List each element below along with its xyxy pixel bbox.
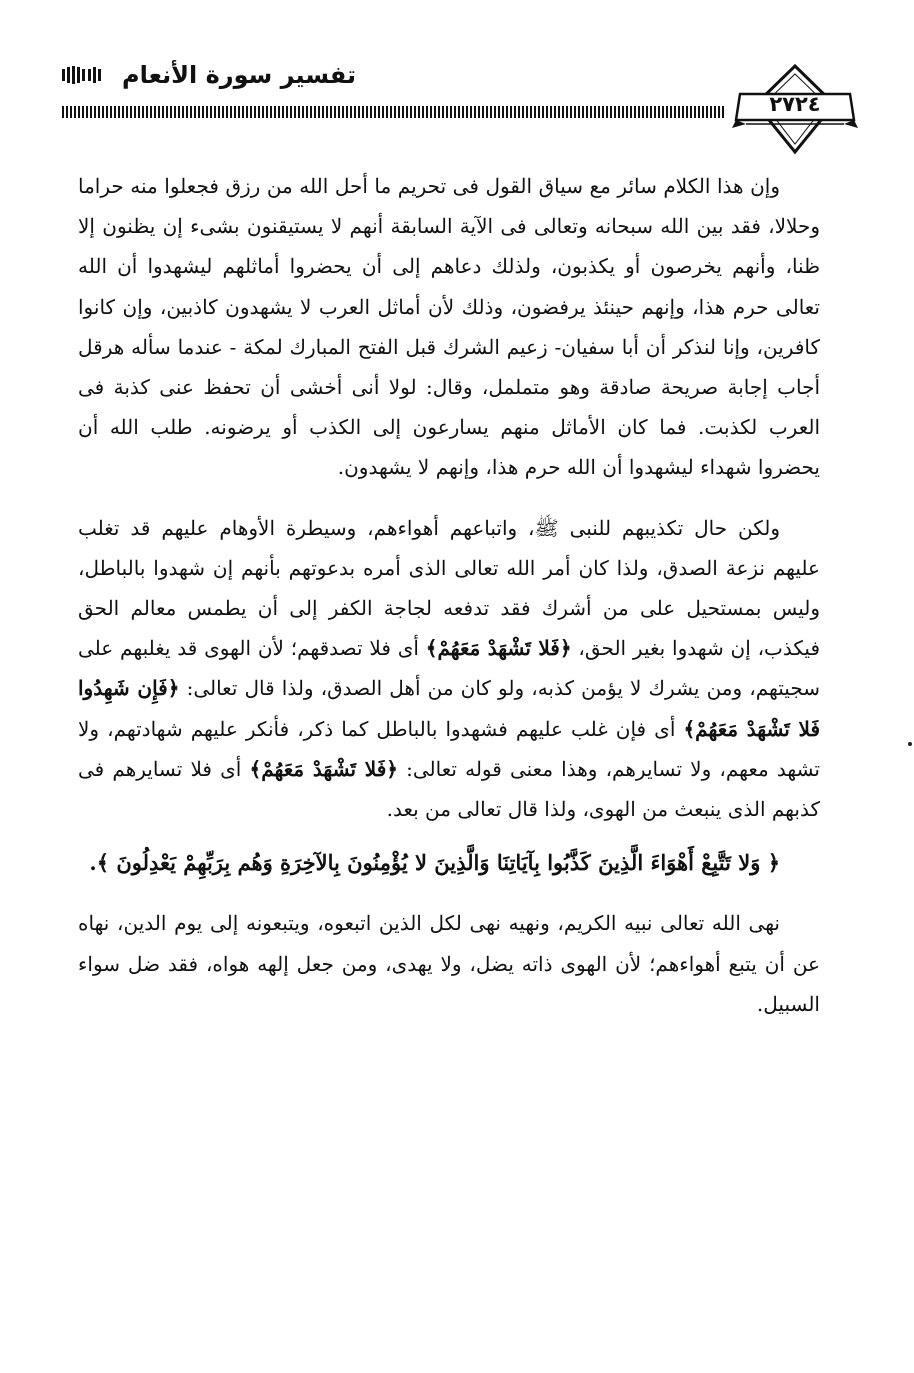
margin-dot	[908, 742, 912, 746]
running-title: تفسير سورة الأنعام	[122, 61, 357, 89]
paragraph-1: وإن هذا الكلام سائر مع سياق القول فى تحريم ما أحل الله من رزق فجعلوا منه حراما وحلالا، فقد بين الله سبحانه وتعالى فى الآية السابقة أنهم لا يستيقنون بشىء إن يظنون إلا ظنا، وأنهم يخرصون أو يكذبون، ولذلك دعاهم إلى أن يحضروا أماثلهم ليشهدوا أن الله تعالى حرم هذا، وإنهم حينئذ يرفضون، وذلك لأن أماثل العرب لا يشهدون كاذبين، وإن كانوا كافرين، وإنا لنذكر أن أبا سفيان- زعيم الشرك قبل الفتح المبارك لمكة - عندما سأله هرقل أجاب إجابة صريحة صادقة وهو متململ، وقال: لولا أنى أخشى أن تحفظ عنى كذبة فى العرب لكذبت. فما كان الأماثل منهم يسارعون إلى الكذب أو يرضونه. طلب الله أن يحضروا شهداء ليشهدوا أن الله حرم هذا، وإنهم لا يشهدون.	[78, 174, 820, 480]
page-number-badge	[730, 64, 860, 156]
paragraph-3: نهى الله تعالى نبيه الكريم، ونهيه نهى لكل الذين اتبعوه، ويتبعونه إلى يوم الدين، نهاه عن أن يتبع أهواءهم؛ لأن الهوى ذاته يضل، ولا يهدى، ومن جعل إلهه هواه، فقد ضل سواء السبيل.	[78, 911, 820, 1016]
paragraph-2-part-c: أى فإن غلب عليهم فشهدوا بالباطل كما ذكر، فأنكر عليهم شهادتهم، ولا تشهد معهم، ولا تسايرهم، وهذا معنى قوله تعالى:	[78, 716, 821, 781]
page-header	[60, 58, 860, 158]
body-text	[78, 166, 820, 1024]
quran-quote-1: ﴿فَلا تَشْهَدْ مَعَهُمْ﴾	[425, 636, 572, 661]
paragraph-2-part-a: ولكن حال تكذيبهم للنبى ﷺ، واتباعهم أهواءهم، وسيطرة الأوهام عليهم قد تغلب عليهم نزعة الصدق، ولذا كان أمر الله تعالى الذى أمره بدعوتهم بأنهم إن شهدوا بالباطل، وليس بمستحيل على من أشرك فقد تدفعه لجاجة الكفر إلى أن يطمس معالم الحق فيكذب، إن شهدوا بغير الحق،	[78, 515, 821, 661]
quran-verse: ﴿ وَلا تَتَّبِعْ أَهْوَاءَ الَّذِينَ كَذَّبُوا بِآيَاتِنَا وَالَّذِينَ لا يُؤْمِنُونَ بِالآخِرَةِ وَهُم بِرَبِّهِمْ يَعْدِلُونَ ﴾.	[89, 850, 780, 876]
paragraph-2-part-b: أى فلا تصدقهم؛ لأن الهوى قد يغلبهم على سجيتهم، ومن يشرك لا يؤمن كذبه، ولو كان من أهل الصدق، ولذا قال تعالى:	[78, 636, 821, 701]
quran-quote-3: ﴿فَلا تَشْهَدْ مَعَهُمْ﴾	[249, 756, 398, 781]
quran-quote-2: ﴿فَإِن شَهِدُوا فَلا تَشْهَدْ مَعَهُمْ﴾	[78, 676, 821, 741]
page-number: ٢٧٢٤	[769, 92, 821, 116]
paragraph-2	[78, 508, 820, 830]
decorative-ornament-icon	[62, 66, 110, 84]
paragraph-2-part-d: أى فلا تسايرهم فى كذبهم الذى ينبعث من الهوى، ولذا قال تعالى من بعد.	[78, 756, 820, 822]
header-rule	[62, 106, 726, 118]
